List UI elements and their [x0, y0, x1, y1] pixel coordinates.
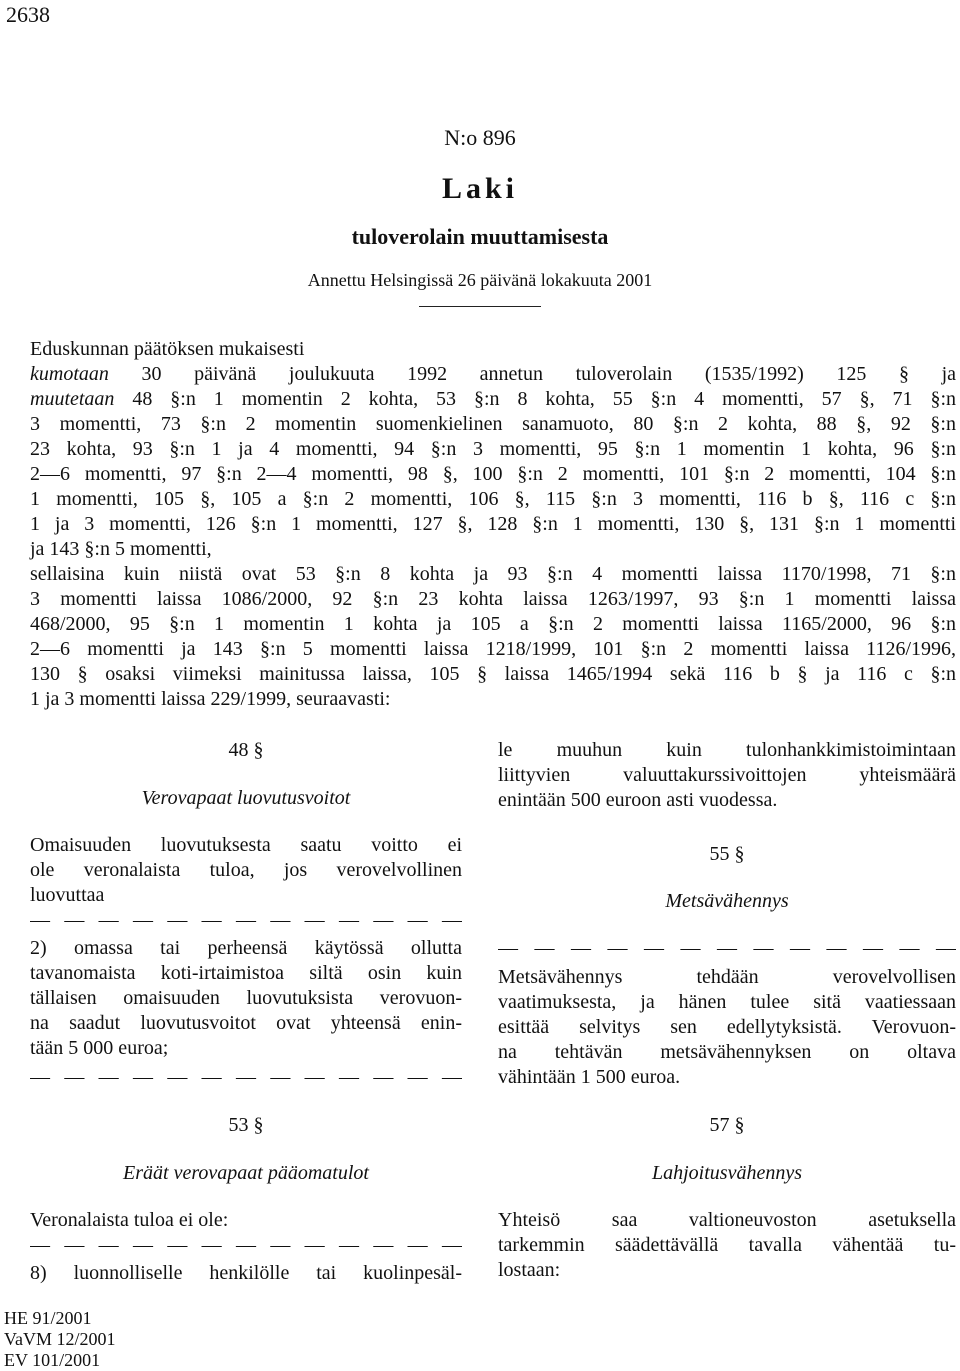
footer-reference: EV 101/2001	[4, 1350, 101, 1370]
preamble-as-line: sellaisina kuin niistä ovat 53 §:n 8 kohta ja 93 §:n 4 momentti laissa 1170/1998, 71 §:n	[30, 563, 956, 585]
section-55-text: vähintään 1 500 euroa.	[498, 1066, 681, 1088]
section-53-text: Veronalaista tuloa ei ole:	[30, 1209, 229, 1231]
omission-dashes: — — — — — — — — — — — — —	[498, 937, 956, 959]
right-column-lower	[498, 1113, 956, 1283]
statute-number: N:o 896	[444, 125, 516, 150]
page-number: 2638	[6, 2, 50, 27]
left-column	[30, 738, 462, 1090]
section-55-text: vaatimuksesta, ja hänen tulee sitä vaatiessaan	[498, 991, 956, 1013]
given-date: Annettu Helsingissä 26 päivänä lokakuuta 2001	[307, 270, 653, 290]
preamble-as-line: 130 § osaksi viimeksi mainitussa laissa, 105 § laissa 1465/1994 sekä 116 b § ja 116 c §:n	[30, 663, 956, 685]
preamble-line: 1 momentti, 105 §, 105 a §:n 2 momentti, 106 §, 115 §:n 3 momentti, 116 b §, 116 c §:n	[30, 488, 956, 510]
header-divider	[419, 306, 541, 307]
section-55-text: esittää selvitys sen edellytyksistä. Verovuon-	[498, 1016, 956, 1038]
section-53-continuation: liittyvien valuuttakurssivoittojen yhteismäärä	[498, 764, 956, 786]
amend-text: 48 §:n 1 momentin 2 kohta, 53 §:n 8 kohta, 55 §:n 4 momentti, 57 §, 71 §:n	[114, 388, 956, 410]
footer-reference: HE 91/2001	[4, 1308, 92, 1328]
footer-references	[4, 1308, 116, 1371]
preamble-line: 2—6 momentti, 97 §:n 2—4 momentti, 98 §, 100 §:n 2 momentti, 101 §:n 2 momentti, 104 §:n	[30, 463, 956, 485]
section-48-item: na saadut luovutusvoitot ovat yhteensä enin-	[30, 1012, 462, 1034]
preamble-line: 3 momentti, 73 §:n 2 momentin suomenkielinen sanamuoto, 80 §:n 2 kohta, 88 §, 92 §:n	[30, 413, 956, 435]
section-57-title: Lahjoitusvähennys	[652, 1162, 802, 1184]
section-48-item: tällaisen omaisuuden luovutuksista verovuon-	[30, 987, 462, 1009]
right-column	[498, 738, 956, 1090]
left-column-lower	[30, 1113, 462, 1286]
preamble-repeal	[30, 362, 956, 387]
section-48-title: Verovapaat luovutusvoitot	[141, 787, 351, 809]
section-48-text: ole veronalaista tuloa, jos verovelvollinen	[30, 859, 462, 881]
section-57-text: Yhteisö saa valtioneuvoston asetuksella	[498, 1209, 956, 1231]
repeal-keyword: kumotaan	[30, 363, 109, 385]
section-48-text: luovuttaa	[30, 884, 105, 906]
section-53-item: 8) luonnolliselle henkilölle tai kuolinpesäl-	[30, 1262, 462, 1284]
preamble-amend	[30, 387, 956, 412]
section-55-title: Metsävähennys	[665, 890, 789, 912]
section-55-text: Metsävähennys tehdään verovelvollisen	[498, 966, 956, 988]
section-53-continuation: enintään 500 euroon asti vuodessa.	[498, 789, 778, 811]
statute-title: tuloverolain muuttamisesta	[351, 224, 609, 249]
section-57-text: tarkemmin säädettävällä tavalla vähentää tu-	[498, 1234, 956, 1256]
statute-type: Laki	[441, 172, 519, 205]
preamble-intro: Eduskunnan päätöksen mukaisesti	[30, 338, 305, 360]
preamble	[30, 337, 956, 712]
preamble-as-line: 468/2000, 95 §:n 1 momentin 1 kohta ja 105 a §:n 2 momentti laissa 1165/2000, 96 §:n	[30, 613, 956, 635]
section-53-continuation: le muuhun kuin tulonhankkimistoimintaan	[498, 739, 956, 761]
preamble-line: 23 kohta, 93 §:n 1 ja 4 momentti, 94 §:n 3 momentti, 95 §:n 1 momentin 1 kohta, 96 §:n	[30, 438, 956, 460]
preamble-as-line: 2—6 momentti ja 143 §:n 5 momentti laissa 1218/1999, 101 §:n 2 momentti laissa 1126/1996,	[30, 638, 956, 660]
repeal-text: 30 päivänä joulukuuta 1992 annetun tuloverolain (1535/1992) 125 § ja	[108, 363, 956, 385]
preamble-as-line: 1 ja 3 momentti laissa 229/1999, seuraavasti:	[30, 688, 391, 710]
section-48-text: Omaisuuden luovutuksesta saatu voitto ei	[30, 834, 462, 856]
omission-dashes: — — — — — — — — — — — — —	[30, 909, 462, 931]
omission-dashes: — — — — — — — — — — — — —	[30, 1234, 462, 1256]
section-55-text: na tehtävän metsävähennyksen on oltava	[498, 1041, 956, 1063]
section-48-item: tavanomaista koti-irtaimistoa siltä osin kuin	[30, 962, 462, 984]
section-57-number: 57 §	[709, 1114, 745, 1136]
section-53-title: Eräät verovapaat pääomatulot	[123, 1162, 369, 1184]
section-48-item: tään 5 000 euroa;	[30, 1037, 169, 1059]
section-55-number: 55 §	[709, 843, 745, 865]
section-53-number: 53 §	[228, 1114, 264, 1136]
section-48-number: 48 §	[228, 739, 264, 761]
preamble-line: ja 143 §:n 5 momentti,	[30, 538, 212, 560]
preamble-as-line: 3 momentti laissa 1086/2000, 92 §:n 23 kohta laissa 1263/1997, 93 §:n 1 momentti laissa	[30, 588, 956, 610]
amend-keyword: muutetaan	[30, 388, 115, 410]
preamble-line: 1 ja 3 momentti, 126 §:n 1 momentti, 127 §, 128 §:n 1 momentti, 130 §, 131 §:n 1 momentti	[30, 513, 956, 535]
section-48-item: 2) omassa tai perheensä käytössä ollutta	[30, 937, 462, 959]
footer-reference: VaVM 12/2001	[4, 1329, 116, 1349]
section-57-text: lostaan:	[498, 1259, 561, 1281]
omission-dashes: — — — — — — — — — — — — —	[30, 1066, 462, 1088]
